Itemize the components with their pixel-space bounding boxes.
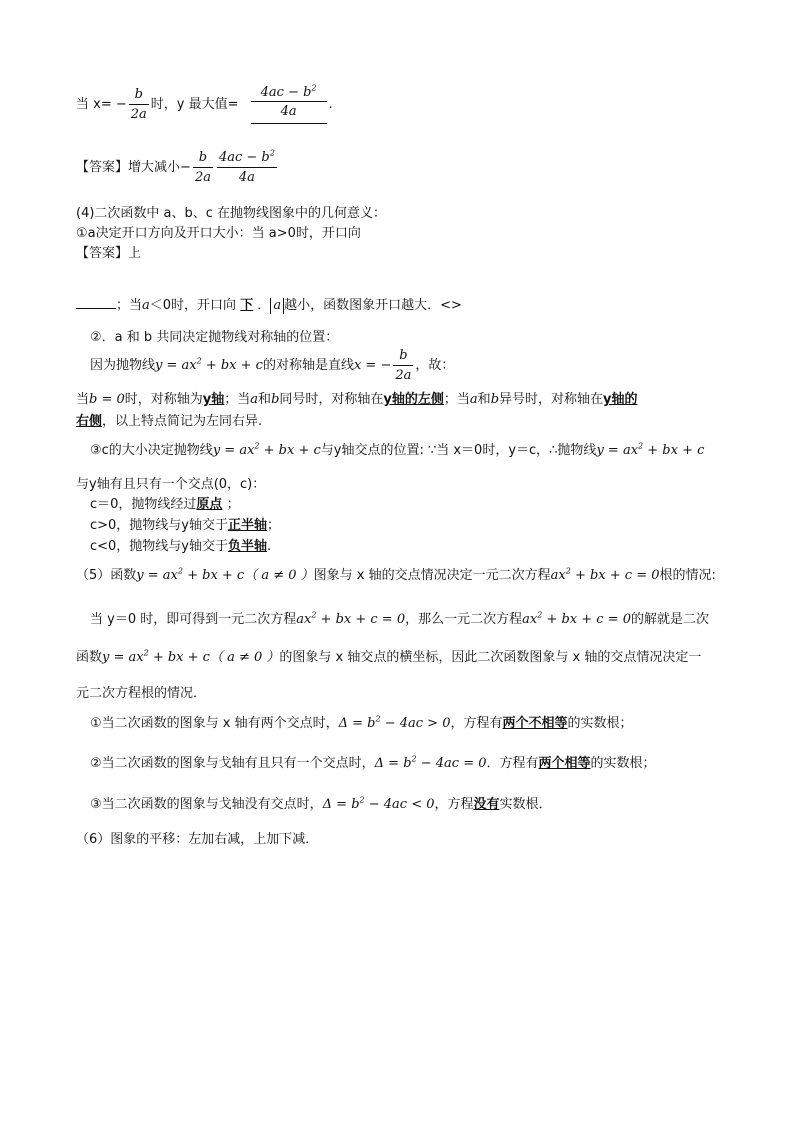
frac-num: b (129, 87, 149, 105)
var-a: a (469, 392, 478, 407)
text: 当 y＝0 时，即可得到一元二次方程 (90, 612, 297, 627)
equation: $ax^2$ + bx + c = 0 (522, 610, 631, 627)
answer-two-equal: 两个相等 (538, 756, 591, 771)
section-4-item-2-title: ②．a 和 b 共同决定抛物线对称轴的位置： (90, 330, 339, 345)
text-period: . (328, 97, 333, 113)
text: 的解就是二次 (631, 612, 710, 627)
text-after-frac: 时， (150, 97, 177, 113)
answer-text: 增大减小 (128, 160, 181, 176)
section-5-line-2 (90, 612, 709, 628)
c-position-line-2: 与y轴有且只有一个交点(0，c)： (76, 477, 266, 492)
condition: （ a ≠ 0 ） (209, 650, 280, 665)
text: 的图象与 x 轴交点的横坐标，因此二次函数图象与 x 轴的交点情况决定一 (279, 650, 702, 665)
text: 因为抛物线 (90, 358, 156, 374)
var-a: a (142, 298, 150, 313)
text: ②当二次函数的图象与戈轴有且只有一个交点时， (90, 756, 375, 771)
a-negative-line (76, 296, 462, 314)
text: ．方程有 (486, 756, 539, 771)
text: c<0，抛物线与y轴交于 (90, 539, 229, 554)
case-two-roots (90, 716, 633, 732)
section-4-item-1: ①a决定开口方向及开口大小：当 a>0时，开口向 (76, 226, 361, 241)
text: ①当二次函数的图象与 x 轴有两个交点时， (90, 716, 339, 731)
symmetry-cases-line-2 (76, 414, 262, 430)
text: ，方程 (434, 797, 474, 812)
fraction-b-over-2a (193, 150, 213, 185)
text: ③c的大小决定抛物线 (90, 443, 213, 458)
section-4-title: (4)二次函数中 a、b、c 在抛物线图象中的几何意义： (76, 206, 387, 221)
text: 和 (258, 392, 272, 407)
text: 同号时，对称轴在 (279, 392, 384, 407)
eq-b0: b = 0 (89, 392, 125, 407)
answer-negative-half: 负半轴 (228, 539, 268, 554)
frac-num: b (193, 150, 213, 168)
fraction-b-over-2a (129, 87, 149, 122)
equation: $y = ax^2$ + bx + c (212, 441, 321, 458)
frac-num: b (393, 348, 413, 366)
answer-left-side: y轴的左侧 (383, 392, 444, 407)
answer-right-side-2: 右侧 (76, 414, 103, 429)
frac-num: $4ac - b^2$ (251, 85, 327, 102)
text-when-x: 当 x= − (76, 97, 127, 113)
answer-none: 没有 (473, 797, 500, 812)
fraction-max-value (251, 85, 327, 124)
discriminant: $\Delta = b^2 - 4ac = 0$ (374, 754, 487, 771)
text-y-max: y 最大值= (176, 97, 239, 113)
symmetry-cases-line-1 (76, 392, 638, 408)
text: c>0，抛物线与y轴交于 (90, 518, 229, 533)
answer-label: 【答案】 (76, 160, 129, 176)
equation: $y = ax^2$ + bx + c (155, 356, 263, 374)
max-value-line (76, 85, 333, 124)
fraction-max-value (217, 150, 277, 185)
section-5-line-3 (76, 650, 701, 666)
text: ③当二次函数的图象与戈轴没有交点时， (90, 797, 323, 812)
var-a: a (250, 392, 259, 407)
axis-eq: x = − (353, 358, 392, 374)
text: 图象与 x 轴的交点情况决定一元二次方程 (313, 568, 551, 583)
text: ，那么一元二次方程 (405, 612, 523, 627)
text: . (267, 539, 272, 554)
answer-text: 上 (128, 246, 142, 261)
frac-den: 2a (395, 367, 412, 383)
fraction-b-over-2a (393, 348, 413, 383)
frac-num: $4ac - b^2$ (217, 150, 277, 168)
frac-den: 4a (238, 169, 255, 185)
text: ；当 (443, 392, 470, 407)
answer-y-axis: y轴 (202, 392, 225, 407)
answer-origin: 原点 (196, 497, 223, 512)
equation: $y = ax^2$ + bx + c (102, 648, 210, 665)
answer-down: 下 (240, 298, 254, 313)
text: ，故： (415, 358, 455, 374)
answer-positive-half: 正半轴 (228, 518, 268, 533)
case-one-root (90, 756, 656, 772)
text: 时，对称轴为 (124, 392, 203, 407)
condition: （ a ≠ 0 ） (244, 568, 314, 583)
text: 实数根． (499, 797, 552, 812)
equation: $ax^2$ + bx + c = 0 (550, 566, 660, 583)
abs-a: a (270, 298, 284, 314)
text: ； (226, 497, 240, 512)
text: 的实数根； (590, 756, 656, 771)
text: 函数 (76, 650, 103, 665)
answer-label: 【答案】 (76, 246, 129, 261)
text: 与y轴交点的位置: ∵当 x＝0时，y＝c，∴抛物线 (320, 443, 597, 458)
minus-sign: − (180, 160, 191, 176)
text: 和 (477, 392, 491, 407)
equation: $y = ax^2$ + bx + c (596, 441, 705, 458)
answer-line-2 (76, 246, 141, 262)
axis-of-symmetry-line (90, 348, 454, 383)
text: 的对称轴是直线 (262, 358, 354, 374)
equation: $y = ax^2$ + bx + c (136, 566, 245, 583)
answer-two-unequal: 两个不相等 (502, 716, 568, 731)
text: 的实数根； (567, 716, 633, 731)
text: ；当 (224, 392, 251, 407)
frac-den: 2a (130, 106, 147, 122)
text: ；当 (116, 298, 143, 313)
section-5-line-1 (76, 568, 716, 584)
text: ． (257, 298, 271, 313)
text: 根的情况: (659, 568, 716, 583)
c-positive-line (90, 518, 280, 534)
text: 越小，函数图象开口越大．<> (284, 298, 462, 313)
var-b: b (271, 392, 280, 407)
text: 当 (76, 392, 90, 407)
text: ＜0时，开口向 (149, 298, 237, 313)
frac-den: 4a (251, 102, 327, 125)
discriminant: $\Delta = b^2 - 4ac < 0$ (322, 795, 435, 812)
text: ，以上特点简记为左同右异. (102, 414, 263, 429)
answer-blank (76, 296, 116, 309)
text: （5）函数 (76, 568, 137, 583)
c-negative-line (90, 539, 271, 555)
var-b: b (490, 392, 500, 407)
case-no-root (90, 797, 552, 813)
c-position-line-1 (90, 443, 704, 459)
section-5-line-4: 元二次方程根的情况． (76, 686, 207, 701)
frac-den: 2a (194, 169, 211, 185)
answer-right-side: y轴的 (603, 392, 638, 407)
text: c＝0，抛物线经过 (90, 497, 197, 512)
text: 异号时，对称轴在 (499, 392, 604, 407)
c-zero-line (90, 497, 240, 513)
answer-line-1 (76, 150, 279, 185)
equation: $ax^2$ + bx + c = 0 (296, 610, 406, 627)
discriminant: $\Delta = b^2 - 4ac > 0$ (338, 714, 451, 731)
text: ，方程有 (450, 716, 503, 731)
text: ； (267, 518, 281, 533)
section-6-translation: （6）图象的平移：左加右减，上加下减． (76, 832, 319, 847)
